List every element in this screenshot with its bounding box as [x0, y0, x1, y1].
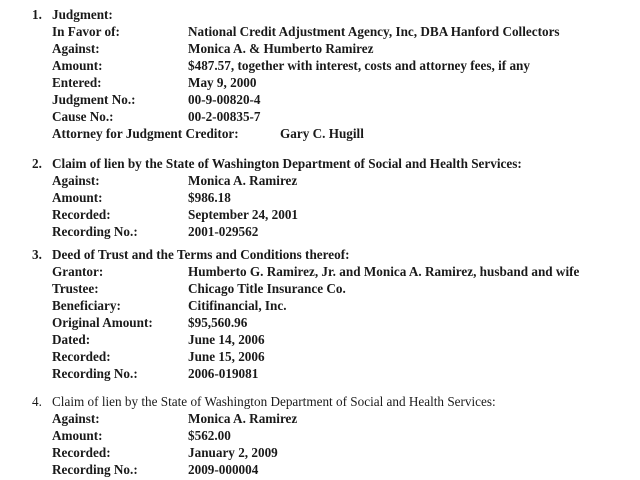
field-row	[0, 74, 640, 91]
item-heading-row	[0, 6, 640, 23]
item-heading-row	[0, 155, 640, 172]
field-value: Gary C. Hugill	[280, 126, 364, 141]
field-label: Amount:	[52, 190, 103, 205]
field-value: June 14, 2006	[188, 332, 265, 347]
field-value: National Credit Adjustment Agency, Inc, DBA Hanford Collectors	[188, 24, 560, 39]
field-label: Recorded:	[52, 349, 111, 364]
field-label: Judgment No.:	[52, 92, 136, 107]
field-row	[0, 427, 640, 444]
field-row	[0, 172, 640, 189]
field-value: $95,560.96	[188, 315, 248, 330]
field-label: Beneficiary:	[52, 298, 121, 313]
field-label: Cause No.:	[52, 109, 114, 124]
field-label: Trustee:	[52, 281, 99, 296]
field-row	[0, 444, 640, 461]
field-value: Humberto G. Ramirez, Jr. and Monica A. Ramirez, husband and wife	[188, 264, 580, 279]
field-value: 00-2-00835-7	[188, 109, 261, 124]
field-value: January 2, 2009	[188, 445, 278, 460]
field-value: $562.00	[188, 428, 231, 443]
field-row	[0, 23, 640, 40]
field-value: Citifinancial, Inc.	[188, 298, 287, 313]
field-label: Entered:	[52, 75, 102, 90]
field-row	[0, 40, 640, 57]
field-value: 2001-029562	[188, 224, 259, 239]
field-row	[0, 189, 640, 206]
field-value: $487.57, together with interest, costs and attorney fees, if any	[188, 58, 530, 73]
field-label: Amount:	[52, 428, 103, 443]
field-label: Attorney for Judgment Creditor:	[52, 126, 239, 141]
field-value: June 15, 2006	[188, 349, 265, 364]
field-row	[0, 125, 640, 142]
field-label: Recorded:	[52, 207, 111, 222]
item-number: 4.	[32, 394, 42, 409]
field-row	[0, 223, 640, 240]
field-label: Recorded:	[52, 445, 111, 460]
field-value: May 9, 2000	[188, 75, 257, 90]
field-row	[0, 365, 640, 382]
item-heading-row	[0, 246, 640, 263]
field-row	[0, 91, 640, 108]
field-row	[0, 410, 640, 427]
field-row	[0, 461, 640, 478]
field-label: Amount:	[52, 58, 103, 73]
field-value: Monica A. & Humberto Ramirez	[188, 41, 374, 56]
field-row	[0, 331, 640, 348]
field-label: Original Amount:	[52, 315, 153, 330]
item-heading-row	[0, 393, 640, 410]
field-row	[0, 280, 640, 297]
field-value: Monica A. Ramirez	[188, 173, 298, 188]
field-row	[0, 297, 640, 314]
field-value: 00-9-00820-4	[188, 92, 261, 107]
field-row	[0, 108, 640, 125]
item-heading: Deed of Trust and the Terms and Conditions thereof:	[52, 247, 350, 262]
field-value: September 24, 2001	[188, 207, 299, 222]
field-row	[0, 348, 640, 365]
field-value: 2006-019081	[188, 366, 259, 381]
item-number: 3.	[32, 247, 42, 262]
field-value: Chicago Title Insurance Co.	[188, 281, 346, 296]
field-row	[0, 263, 640, 280]
item-number: 1.	[32, 7, 42, 22]
field-value: $986.18	[188, 190, 231, 205]
item-heading: Claim of lien by the State of Washington Department of Social and Health Services:	[52, 156, 522, 171]
field-label: Against:	[52, 41, 100, 56]
field-row	[0, 314, 640, 331]
field-row	[0, 57, 640, 74]
field-label: Against:	[52, 411, 100, 426]
item-number: 2.	[32, 156, 42, 171]
field-label: Recording No.:	[52, 224, 138, 239]
field-label: Dated:	[52, 332, 91, 347]
item-heading: Judgment:	[52, 7, 113, 22]
field-row	[0, 206, 640, 223]
field-label: Against:	[52, 173, 100, 188]
field-label: Recording No.:	[52, 366, 138, 381]
field-value: Monica A. Ramirez	[188, 411, 298, 426]
field-label: Recording No.:	[52, 462, 138, 477]
field-label: In Favor of:	[52, 24, 120, 39]
field-label: Grantor:	[52, 264, 104, 279]
item-heading: Claim of lien by the State of Washington Department of Social and Health Services:	[52, 394, 496, 409]
field-value: 2009-000004	[188, 462, 259, 477]
